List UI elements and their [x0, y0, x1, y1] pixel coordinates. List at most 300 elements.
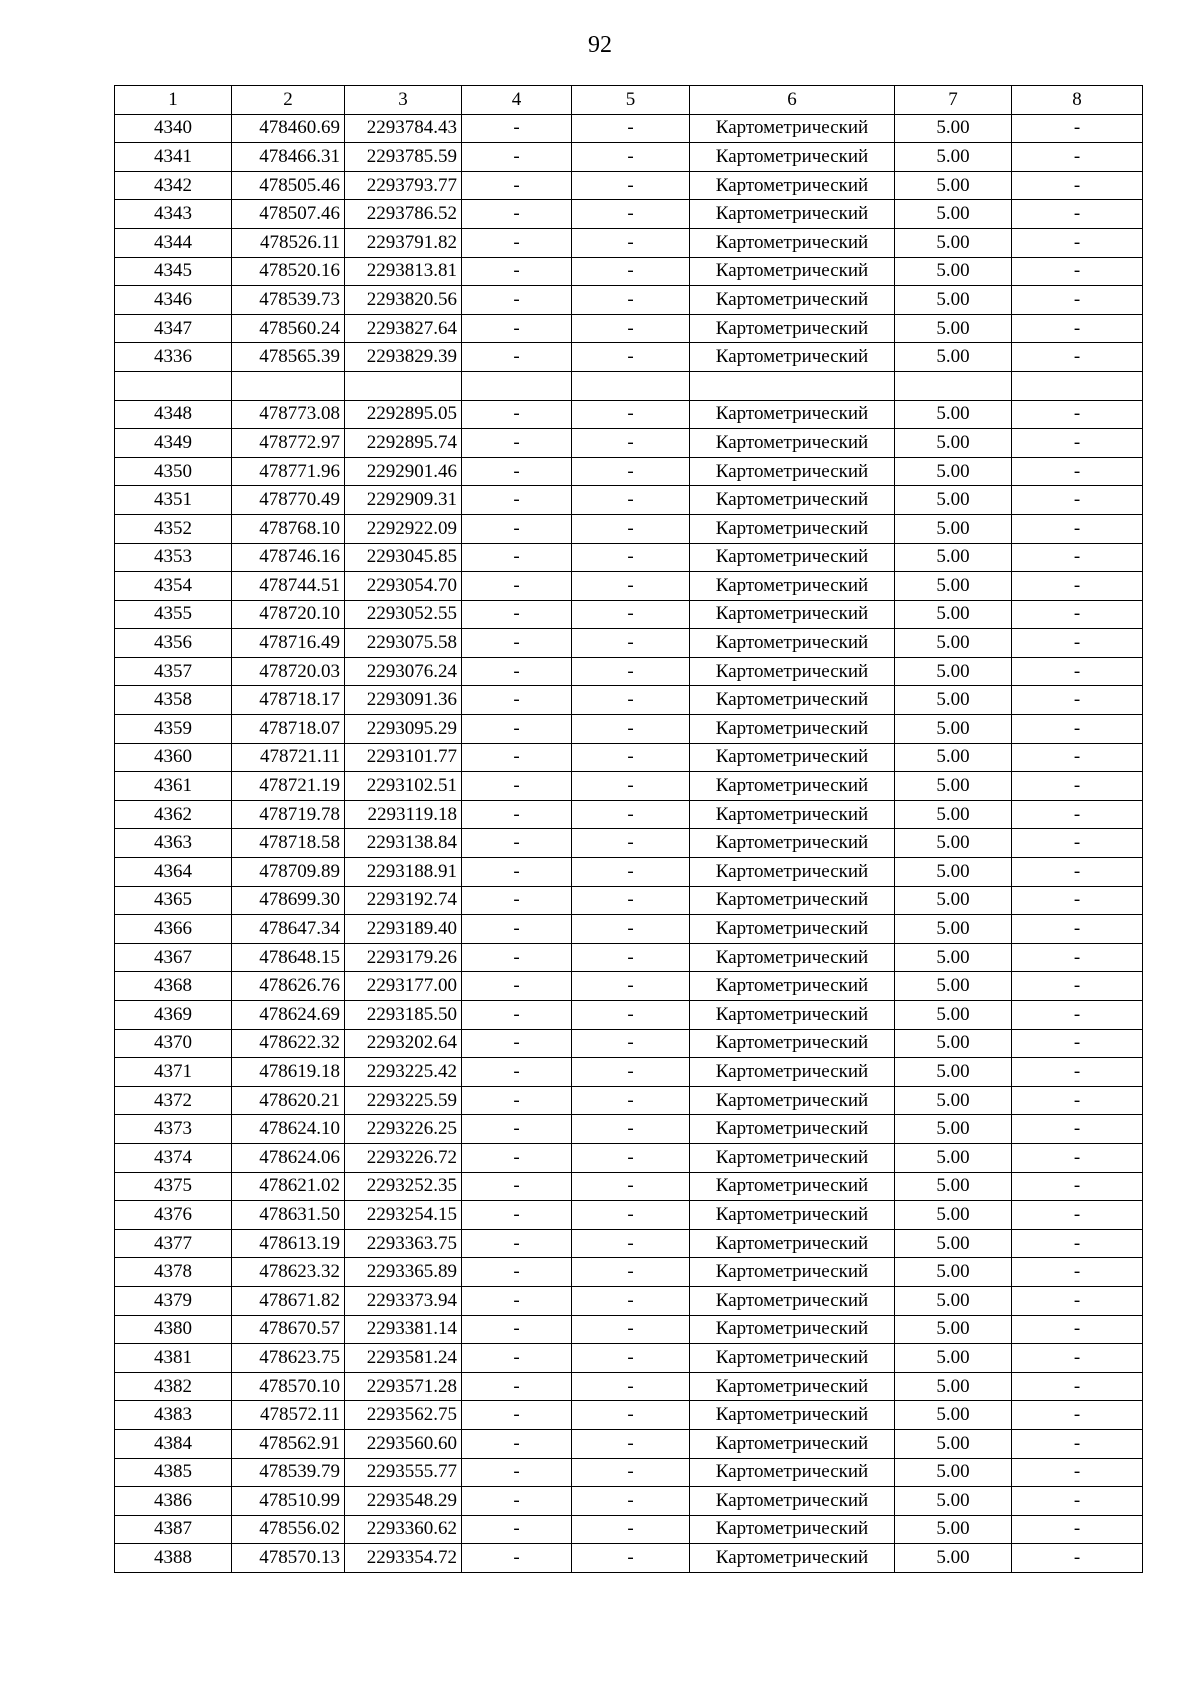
x-coordinate-cell: 478570.13 — [232, 1544, 345, 1573]
column-8-cell: - — [1012, 772, 1143, 801]
table-row — [115, 257, 1143, 286]
column-4-cell: - — [462, 1229, 572, 1258]
column-8-cell: - — [1012, 1115, 1143, 1144]
point-number-cell: 4386 — [115, 1487, 232, 1516]
column-5-cell: - — [572, 715, 690, 744]
column-4-cell: - — [462, 572, 572, 601]
accuracy-cell: 5.00 — [895, 1401, 1012, 1430]
column-4-cell: - — [462, 457, 572, 486]
table-row — [115, 915, 1143, 944]
column-5-cell: - — [572, 1143, 690, 1172]
column-4-cell: - — [462, 686, 572, 715]
y-coordinate-cell: 2293075.58 — [345, 629, 462, 658]
column-8-cell: - — [1012, 572, 1143, 601]
point-number-cell: 4377 — [115, 1229, 232, 1258]
x-coordinate-cell: 478624.69 — [232, 1001, 345, 1030]
y-coordinate-cell: 2293202.64 — [345, 1029, 462, 1058]
column-8-cell: - — [1012, 286, 1143, 315]
y-coordinate-cell: 2293102.51 — [345, 772, 462, 801]
column-5-cell: - — [572, 1172, 690, 1201]
y-coordinate-cell: 2293363.75 — [345, 1229, 462, 1258]
table-row — [115, 286, 1143, 315]
point-number-cell: 4357 — [115, 657, 232, 686]
x-coordinate-cell: 478718.07 — [232, 715, 345, 744]
column-4-cell: - — [462, 1058, 572, 1087]
point-number-cell: 4370 — [115, 1029, 232, 1058]
column-5-cell: - — [572, 572, 690, 601]
point-number-cell: 4381 — [115, 1344, 232, 1373]
method-cell: Картометрический — [690, 1029, 895, 1058]
accuracy-cell: 5.00 — [895, 829, 1012, 858]
method-cell: Картометрический — [690, 1258, 895, 1287]
x-coordinate-cell: 478716.49 — [232, 629, 345, 658]
column-8-cell: - — [1012, 1401, 1143, 1430]
table-row — [115, 1315, 1143, 1344]
y-coordinate-cell: 2293054.70 — [345, 572, 462, 601]
point-number-cell: 4371 — [115, 1058, 232, 1087]
y-coordinate-cell: 2292922.09 — [345, 514, 462, 543]
column-8-cell: - — [1012, 915, 1143, 944]
point-number-cell: 4367 — [115, 943, 232, 972]
y-coordinate-cell: 2293829.39 — [345, 343, 462, 372]
column-5-cell: - — [572, 486, 690, 515]
y-coordinate-cell: 2293827.64 — [345, 314, 462, 343]
accuracy-cell: 5.00 — [895, 1229, 1012, 1258]
column-5-cell: - — [572, 314, 690, 343]
column-8-cell: - — [1012, 1344, 1143, 1373]
x-coordinate-cell: 478466.31 — [232, 143, 345, 172]
column-8-cell: - — [1012, 171, 1143, 200]
accuracy-cell: 5.00 — [895, 1201, 1012, 1230]
x-coordinate-cell: 478560.24 — [232, 314, 345, 343]
y-coordinate-cell: 2292909.31 — [345, 486, 462, 515]
x-coordinate-cell: 478670.57 — [232, 1315, 345, 1344]
column-4-cell: - — [462, 1115, 572, 1144]
accuracy-cell: 5.00 — [895, 228, 1012, 257]
table-row — [115, 972, 1143, 1001]
y-coordinate-cell: 2293793.77 — [345, 171, 462, 200]
accuracy-cell: 5.00 — [895, 1029, 1012, 1058]
column-4-cell: - — [462, 1515, 572, 1544]
point-number-cell: 4372 — [115, 1086, 232, 1115]
column-8-cell: - — [1012, 629, 1143, 658]
x-coordinate-cell: 478619.18 — [232, 1058, 345, 1087]
x-coordinate-cell: 478768.10 — [232, 514, 345, 543]
method-cell: Картометрический — [690, 200, 895, 229]
method-cell: Картометрический — [690, 286, 895, 315]
accuracy-cell: 5.00 — [895, 1515, 1012, 1544]
point-number-cell: 4356 — [115, 629, 232, 658]
column-5-cell: - — [572, 1229, 690, 1258]
column-5-cell: - — [572, 1086, 690, 1115]
accuracy-cell: 5.00 — [895, 800, 1012, 829]
x-coordinate-cell: 478721.11 — [232, 743, 345, 772]
method-cell: Картометрический — [690, 1372, 895, 1401]
column-5-cell: - — [572, 943, 690, 972]
accuracy-cell: 5.00 — [895, 743, 1012, 772]
column-4-cell: - — [462, 1458, 572, 1487]
method-cell: Картометрический — [690, 1086, 895, 1115]
column-5-cell: - — [572, 1372, 690, 1401]
column-4-cell: - — [462, 429, 572, 458]
column-4-cell — [462, 371, 572, 400]
column-8-cell: - — [1012, 972, 1143, 1001]
column-8-cell — [1012, 371, 1143, 400]
point-number-cell: 4374 — [115, 1143, 232, 1172]
x-coordinate-cell: 478570.10 — [232, 1372, 345, 1401]
column-8-cell: - — [1012, 800, 1143, 829]
table-row — [115, 943, 1143, 972]
column-5-cell: - — [572, 743, 690, 772]
x-coordinate-cell: 478572.11 — [232, 1401, 345, 1430]
column-5-cell: - — [572, 200, 690, 229]
point-number-cell — [115, 371, 232, 400]
y-coordinate-cell: 2293252.35 — [345, 1172, 462, 1201]
column-8-cell: - — [1012, 600, 1143, 629]
x-coordinate-cell: 478520.16 — [232, 257, 345, 286]
column-4-cell: - — [462, 543, 572, 572]
x-coordinate-cell: 478623.32 — [232, 1258, 345, 1287]
table-row — [115, 1515, 1143, 1544]
column-4-cell: - — [462, 1143, 572, 1172]
x-coordinate-cell: 478510.99 — [232, 1487, 345, 1516]
point-number-cell: 4353 — [115, 543, 232, 572]
point-number-cell: 4369 — [115, 1001, 232, 1030]
accuracy-cell: 5.00 — [895, 1315, 1012, 1344]
column-5-cell: - — [572, 143, 690, 172]
column-4-cell: - — [462, 1315, 572, 1344]
x-coordinate-cell: 478613.19 — [232, 1229, 345, 1258]
method-cell: Картометрический — [690, 972, 895, 1001]
y-coordinate-cell: 2293365.89 — [345, 1258, 462, 1287]
column-5-cell: - — [572, 800, 690, 829]
point-number-cell: 4384 — [115, 1429, 232, 1458]
column-8-cell: - — [1012, 657, 1143, 686]
accuracy-cell: 5.00 — [895, 686, 1012, 715]
accuracy-cell — [895, 371, 1012, 400]
column-5-cell: - — [572, 286, 690, 315]
method-cell: Картометрический — [690, 1544, 895, 1573]
column-5-cell — [572, 371, 690, 400]
table-row — [115, 1229, 1143, 1258]
point-number-cell: 4365 — [115, 886, 232, 915]
x-coordinate-cell: 478721.19 — [232, 772, 345, 801]
column-8-cell: - — [1012, 429, 1143, 458]
y-coordinate-cell: 2293820.56 — [345, 286, 462, 315]
table-row — [115, 457, 1143, 486]
accuracy-cell: 5.00 — [895, 429, 1012, 458]
method-cell: Картометрический — [690, 257, 895, 286]
column-8-cell: - — [1012, 715, 1143, 744]
accuracy-cell: 5.00 — [895, 143, 1012, 172]
column-4-cell: - — [462, 1544, 572, 1573]
method-cell: Картометрический — [690, 1001, 895, 1030]
point-number-cell: 4387 — [115, 1515, 232, 1544]
column-4-cell: - — [462, 200, 572, 229]
column-4-cell: - — [462, 514, 572, 543]
column-8-cell: - — [1012, 400, 1143, 429]
table-row — [115, 1172, 1143, 1201]
accuracy-cell: 5.00 — [895, 1458, 1012, 1487]
column-8-cell: - — [1012, 858, 1143, 887]
point-number-cell: 4346 — [115, 286, 232, 315]
accuracy-cell: 5.00 — [895, 1344, 1012, 1373]
accuracy-cell: 5.00 — [895, 314, 1012, 343]
column-5-cell: - — [572, 457, 690, 486]
x-coordinate-cell: 478623.75 — [232, 1344, 345, 1373]
y-coordinate-cell: 2293179.26 — [345, 943, 462, 972]
column-4-cell: - — [462, 1258, 572, 1287]
method-cell: Картометрический — [690, 1315, 895, 1344]
y-coordinate-cell: 2293354.72 — [345, 1544, 462, 1573]
table-row — [115, 686, 1143, 715]
x-coordinate-cell: 478507.46 — [232, 200, 345, 229]
y-coordinate-cell: 2293188.91 — [345, 858, 462, 887]
accuracy-cell: 5.00 — [895, 1058, 1012, 1087]
point-number-cell: 4355 — [115, 600, 232, 629]
column-4-cell: - — [462, 400, 572, 429]
point-number-cell: 4341 — [115, 143, 232, 172]
table-row — [115, 572, 1143, 601]
x-coordinate-cell: 478556.02 — [232, 1515, 345, 1544]
table-header-row — [115, 86, 1143, 115]
method-cell: Картометрический — [690, 1344, 895, 1373]
accuracy-cell: 5.00 — [895, 943, 1012, 972]
table-row — [115, 743, 1143, 772]
column-header: 1 — [115, 86, 232, 115]
point-number-cell: 4368 — [115, 972, 232, 1001]
y-coordinate-cell — [345, 371, 462, 400]
column-4-cell: - — [462, 486, 572, 515]
column-4-cell: - — [462, 715, 572, 744]
y-coordinate-cell: 2292895.74 — [345, 429, 462, 458]
x-coordinate-cell: 478620.21 — [232, 1086, 345, 1115]
column-4-cell: - — [462, 972, 572, 1001]
column-4-cell: - — [462, 1029, 572, 1058]
column-8-cell: - — [1012, 314, 1143, 343]
y-coordinate-cell: 2293101.77 — [345, 743, 462, 772]
column-8-cell: - — [1012, 1429, 1143, 1458]
method-cell: Картометрический — [690, 572, 895, 601]
x-coordinate-cell: 478624.06 — [232, 1143, 345, 1172]
accuracy-cell: 5.00 — [895, 1544, 1012, 1573]
column-5-cell: - — [572, 600, 690, 629]
column-8-cell: - — [1012, 1458, 1143, 1487]
point-number-cell: 4376 — [115, 1201, 232, 1230]
table-row — [115, 772, 1143, 801]
column-5-cell: - — [572, 915, 690, 944]
column-8-cell: - — [1012, 486, 1143, 515]
column-4-cell: - — [462, 257, 572, 286]
method-cell: Картометрический — [690, 1487, 895, 1516]
table-row — [115, 143, 1143, 172]
method-cell: Картометрический — [690, 1286, 895, 1315]
y-coordinate-cell: 2293226.25 — [345, 1115, 462, 1144]
column-4-cell: - — [462, 886, 572, 915]
accuracy-cell: 5.00 — [895, 114, 1012, 143]
column-5-cell: - — [572, 1315, 690, 1344]
column-4-cell: - — [462, 657, 572, 686]
method-cell: Картометрический — [690, 143, 895, 172]
column-8-cell: - — [1012, 1143, 1143, 1172]
method-cell: Картометрический — [690, 1429, 895, 1458]
x-coordinate-cell: 478647.34 — [232, 915, 345, 944]
point-number-cell: 4336 — [115, 343, 232, 372]
point-number-cell: 4359 — [115, 715, 232, 744]
column-4-cell: - — [462, 228, 572, 257]
y-coordinate-cell: 2293052.55 — [345, 600, 462, 629]
column-8-cell: - — [1012, 743, 1143, 772]
accuracy-cell: 5.00 — [895, 886, 1012, 915]
table-row — [115, 1487, 1143, 1516]
point-number-cell: 4354 — [115, 572, 232, 601]
column-8-cell: - — [1012, 200, 1143, 229]
column-4-cell: - — [462, 743, 572, 772]
column-4-cell: - — [462, 1172, 572, 1201]
column-header: 4 — [462, 86, 572, 115]
x-coordinate-cell: 478699.30 — [232, 886, 345, 915]
table-row — [115, 371, 1143, 400]
x-coordinate-cell: 478622.32 — [232, 1029, 345, 1058]
y-coordinate-cell: 2293076.24 — [345, 657, 462, 686]
column-5-cell: - — [572, 171, 690, 200]
method-cell: Картометрический — [690, 429, 895, 458]
table-row — [115, 1286, 1143, 1315]
point-number-cell: 4366 — [115, 915, 232, 944]
y-coordinate-cell: 2293226.72 — [345, 1143, 462, 1172]
column-4-cell: - — [462, 800, 572, 829]
table-row — [115, 314, 1143, 343]
x-coordinate-cell: 478626.76 — [232, 972, 345, 1001]
y-coordinate-cell: 2293192.74 — [345, 886, 462, 915]
point-number-cell: 4351 — [115, 486, 232, 515]
column-5-cell: - — [572, 1401, 690, 1430]
column-8-cell: - — [1012, 514, 1143, 543]
point-number-cell: 4360 — [115, 743, 232, 772]
table-row — [115, 1458, 1143, 1487]
y-coordinate-cell: 2293791.82 — [345, 228, 462, 257]
method-cell: Картометрический — [690, 686, 895, 715]
y-coordinate-cell: 2293185.50 — [345, 1001, 462, 1030]
column-header: 7 — [895, 86, 1012, 115]
column-5-cell: - — [572, 257, 690, 286]
column-4-cell: - — [462, 1401, 572, 1430]
y-coordinate-cell: 2293177.00 — [345, 972, 462, 1001]
column-8-cell: - — [1012, 1315, 1143, 1344]
column-8-cell: - — [1012, 228, 1143, 257]
column-5-cell: - — [572, 1544, 690, 1573]
x-coordinate-cell: 478771.96 — [232, 457, 345, 486]
column-8-cell: - — [1012, 343, 1143, 372]
y-coordinate-cell: 2293091.36 — [345, 686, 462, 715]
y-coordinate-cell: 2293581.24 — [345, 1344, 462, 1373]
method-cell: Картометрический — [690, 886, 895, 915]
method-cell: Картометрический — [690, 1143, 895, 1172]
accuracy-cell: 5.00 — [895, 572, 1012, 601]
y-coordinate-cell: 2293225.42 — [345, 1058, 462, 1087]
point-number-cell: 4383 — [115, 1401, 232, 1430]
method-cell: Картометрический — [690, 114, 895, 143]
column-5-cell: - — [572, 400, 690, 429]
method-cell: Картометрический — [690, 1401, 895, 1430]
column-header: 3 — [345, 86, 462, 115]
x-coordinate-cell: 478744.51 — [232, 572, 345, 601]
method-cell: Картометрический — [690, 343, 895, 372]
y-coordinate-cell: 2293562.75 — [345, 1401, 462, 1430]
table-row — [115, 200, 1143, 229]
column-8-cell: - — [1012, 1487, 1143, 1516]
y-coordinate-cell: 2293785.59 — [345, 143, 462, 172]
point-number-cell: 4363 — [115, 829, 232, 858]
accuracy-cell: 5.00 — [895, 858, 1012, 887]
point-number-cell: 4375 — [115, 1172, 232, 1201]
method-cell: Картометрический — [690, 800, 895, 829]
method-cell: Картометрический — [690, 1515, 895, 1544]
column-4-cell: - — [462, 314, 572, 343]
point-number-cell: 4385 — [115, 1458, 232, 1487]
accuracy-cell: 5.00 — [895, 1086, 1012, 1115]
method-cell: Картометрический — [690, 400, 895, 429]
accuracy-cell: 5.00 — [895, 1143, 1012, 1172]
method-cell: Картометрический — [690, 1458, 895, 1487]
x-coordinate-cell: 478562.91 — [232, 1429, 345, 1458]
y-coordinate-cell: 2293786.52 — [345, 200, 462, 229]
accuracy-cell: 5.00 — [895, 1115, 1012, 1144]
table-row — [115, 1001, 1143, 1030]
column-5-cell: - — [572, 1487, 690, 1516]
x-coordinate-cell: 478718.58 — [232, 829, 345, 858]
table-row — [115, 800, 1143, 829]
method-cell: Картометрический — [690, 600, 895, 629]
x-coordinate-cell: 478720.10 — [232, 600, 345, 629]
accuracy-cell: 5.00 — [895, 200, 1012, 229]
column-8-cell: - — [1012, 829, 1143, 858]
table-row — [115, 657, 1143, 686]
x-coordinate-cell: 478621.02 — [232, 1172, 345, 1201]
accuracy-cell: 5.00 — [895, 343, 1012, 372]
column-4-cell: - — [462, 1344, 572, 1373]
column-4-cell: - — [462, 1201, 572, 1230]
y-coordinate-cell: 2293095.29 — [345, 715, 462, 744]
column-4-cell: - — [462, 1086, 572, 1115]
point-number-cell: 4358 — [115, 686, 232, 715]
point-number-cell: 4342 — [115, 171, 232, 200]
method-cell: Картометрический — [690, 457, 895, 486]
table-row — [115, 1401, 1143, 1430]
x-coordinate-cell: 478648.15 — [232, 943, 345, 972]
column-8-cell: - — [1012, 1058, 1143, 1087]
column-4-cell: - — [462, 1372, 572, 1401]
column-5-cell: - — [572, 657, 690, 686]
table-row — [115, 629, 1143, 658]
column-4-cell: - — [462, 772, 572, 801]
table-row — [115, 600, 1143, 629]
x-coordinate-cell: 478460.69 — [232, 114, 345, 143]
column-4-cell: - — [462, 143, 572, 172]
table-row — [115, 429, 1143, 458]
column-5-cell: - — [572, 686, 690, 715]
column-8-cell: - — [1012, 686, 1143, 715]
accuracy-cell: 5.00 — [895, 514, 1012, 543]
column-4-cell: - — [462, 286, 572, 315]
column-4-cell: - — [462, 171, 572, 200]
column-4-cell: - — [462, 1286, 572, 1315]
column-8-cell: - — [1012, 1286, 1143, 1315]
accuracy-cell: 5.00 — [895, 1172, 1012, 1201]
column-8-cell: - — [1012, 1544, 1143, 1573]
column-4-cell: - — [462, 629, 572, 658]
column-5-cell: - — [572, 858, 690, 887]
